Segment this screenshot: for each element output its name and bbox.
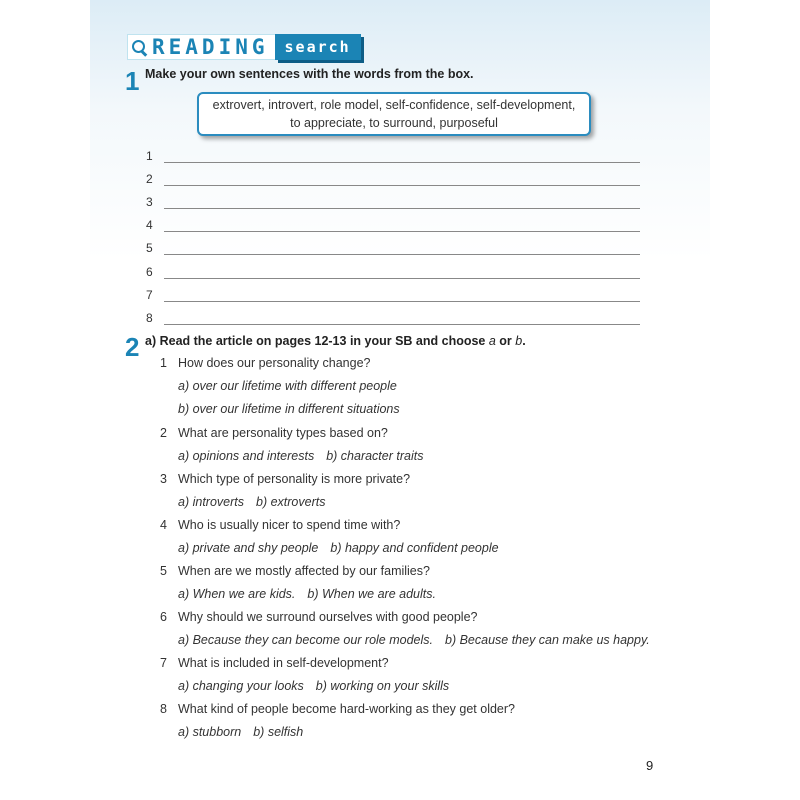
question-text: When are we mostly affected by our families?	[178, 564, 430, 578]
answer-option[interactable]: b) When we are adults.	[307, 587, 436, 601]
answer-line[interactable]	[140, 212, 640, 232]
option-row	[178, 725, 303, 739]
header-title: READING	[152, 35, 269, 59]
option-a-label: a	[488, 334, 496, 348]
answer-line[interactable]	[140, 166, 640, 186]
exercise-2-number: 2	[125, 332, 140, 362]
line-number: 2	[146, 172, 153, 187]
question-3	[160, 472, 410, 486]
line-number: 6	[146, 264, 153, 279]
word-box	[197, 92, 591, 136]
answer-option[interactable]: b) selfish	[253, 725, 304, 739]
question-number: 5	[160, 564, 167, 578]
question-4	[160, 518, 400, 532]
question-1	[160, 356, 370, 370]
option-row	[178, 541, 499, 555]
line-number: 1	[146, 149, 153, 163]
line-number: 7	[146, 287, 153, 302]
question-2	[160, 426, 388, 440]
instruction-or: or	[495, 334, 516, 348]
question-6	[160, 610, 477, 624]
answer-option[interactable]: b) character traits	[326, 449, 424, 463]
line-number: 8	[146, 310, 153, 325]
answer-option[interactable]: a) introverts	[178, 495, 244, 509]
line-number: 4	[146, 218, 153, 233]
question-text: What are personality types based on?	[178, 426, 388, 440]
writing-line[interactable]	[164, 324, 640, 325]
question-5	[160, 564, 430, 578]
answer-option[interactable]: b) happy and confident people	[330, 541, 499, 555]
answer-option[interactable]: a) Because they can become our role models.	[178, 633, 433, 647]
line-number: 5	[146, 241, 153, 256]
page-number: 9	[646, 758, 654, 773]
exercise-1-instruction: Make your own sentences with the words from the box.	[145, 67, 474, 81]
answer-line[interactable]	[140, 189, 640, 209]
question-8	[160, 702, 515, 716]
writing-line[interactable]	[164, 231, 640, 232]
answer-option[interactable]: a) opinions and interests	[178, 449, 315, 463]
answer-option[interactable]: b) extroverts	[256, 495, 326, 509]
exercise-2-instruction	[145, 334, 526, 348]
option-row	[178, 679, 449, 693]
question-number: 4	[160, 518, 167, 532]
section-header	[127, 34, 361, 60]
option-row	[178, 495, 325, 509]
writing-line[interactable]	[164, 162, 640, 163]
question-number: 2	[160, 426, 167, 440]
question-number: 3	[160, 472, 167, 486]
header-tag: search	[275, 34, 361, 60]
writing-line[interactable]	[164, 185, 640, 186]
answer-option[interactable]: a) over our lifetime with different people	[178, 379, 397, 393]
exercise-1-number: 1	[125, 66, 140, 96]
writing-line[interactable]	[164, 208, 640, 209]
word-box-line-1: extrovert, introvert, role model, self-confidence, self-development,	[212, 98, 576, 112]
question-number: 7	[160, 656, 167, 670]
instruction-text: a) Read the article on pages 12-13 in your SB and choose	[145, 334, 489, 348]
option-row	[178, 379, 397, 393]
word-box-line-2: to appreciate, to surround, purposeful	[290, 116, 498, 130]
header-reading-box	[127, 34, 275, 60]
answer-option[interactable]: a) private and shy people	[178, 541, 319, 555]
answer-option[interactable]: a) stubborn	[178, 725, 242, 739]
option-row	[178, 402, 400, 416]
answer-option[interactable]: b) Because they can make us happy.	[445, 633, 650, 647]
answer-option[interactable]: a) changing your looks	[178, 679, 304, 693]
instruction-end: .	[522, 334, 526, 348]
writing-line[interactable]	[164, 278, 640, 279]
option-row	[178, 587, 436, 601]
answer-line[interactable]	[140, 143, 640, 163]
magnifier-icon	[130, 38, 148, 56]
question-text: What kind of people become hard-working as they get older?	[178, 702, 515, 716]
answer-line[interactable]	[140, 259, 640, 279]
option-row	[178, 449, 423, 463]
question-text: Who is usually nicer to spend time with?	[178, 518, 401, 532]
answer-line[interactable]	[140, 305, 640, 325]
answer-line[interactable]	[140, 235, 640, 255]
writing-line[interactable]	[164, 254, 640, 255]
option-b-label: b	[515, 334, 523, 348]
answer-line[interactable]	[140, 282, 640, 302]
answer-option[interactable]: b) over our lifetime in different situations	[178, 402, 400, 416]
answer-option[interactable]: b) working on your skills	[315, 679, 450, 693]
question-7	[160, 656, 389, 670]
option-row	[178, 633, 650, 647]
question-text: Why should we surround ourselves with good people?	[178, 610, 478, 624]
writing-line[interactable]	[164, 301, 640, 302]
question-number: 8	[160, 702, 167, 716]
line-number: 3	[146, 195, 153, 210]
question-number: 1	[160, 356, 167, 370]
question-number: 6	[160, 610, 167, 624]
question-text: How does our personality change?	[178, 356, 371, 370]
question-text: Which type of personality is more private?	[178, 472, 411, 486]
answer-option[interactable]: a) When we are kids.	[178, 587, 296, 601]
question-text: What is included in self-development?	[178, 656, 389, 670]
